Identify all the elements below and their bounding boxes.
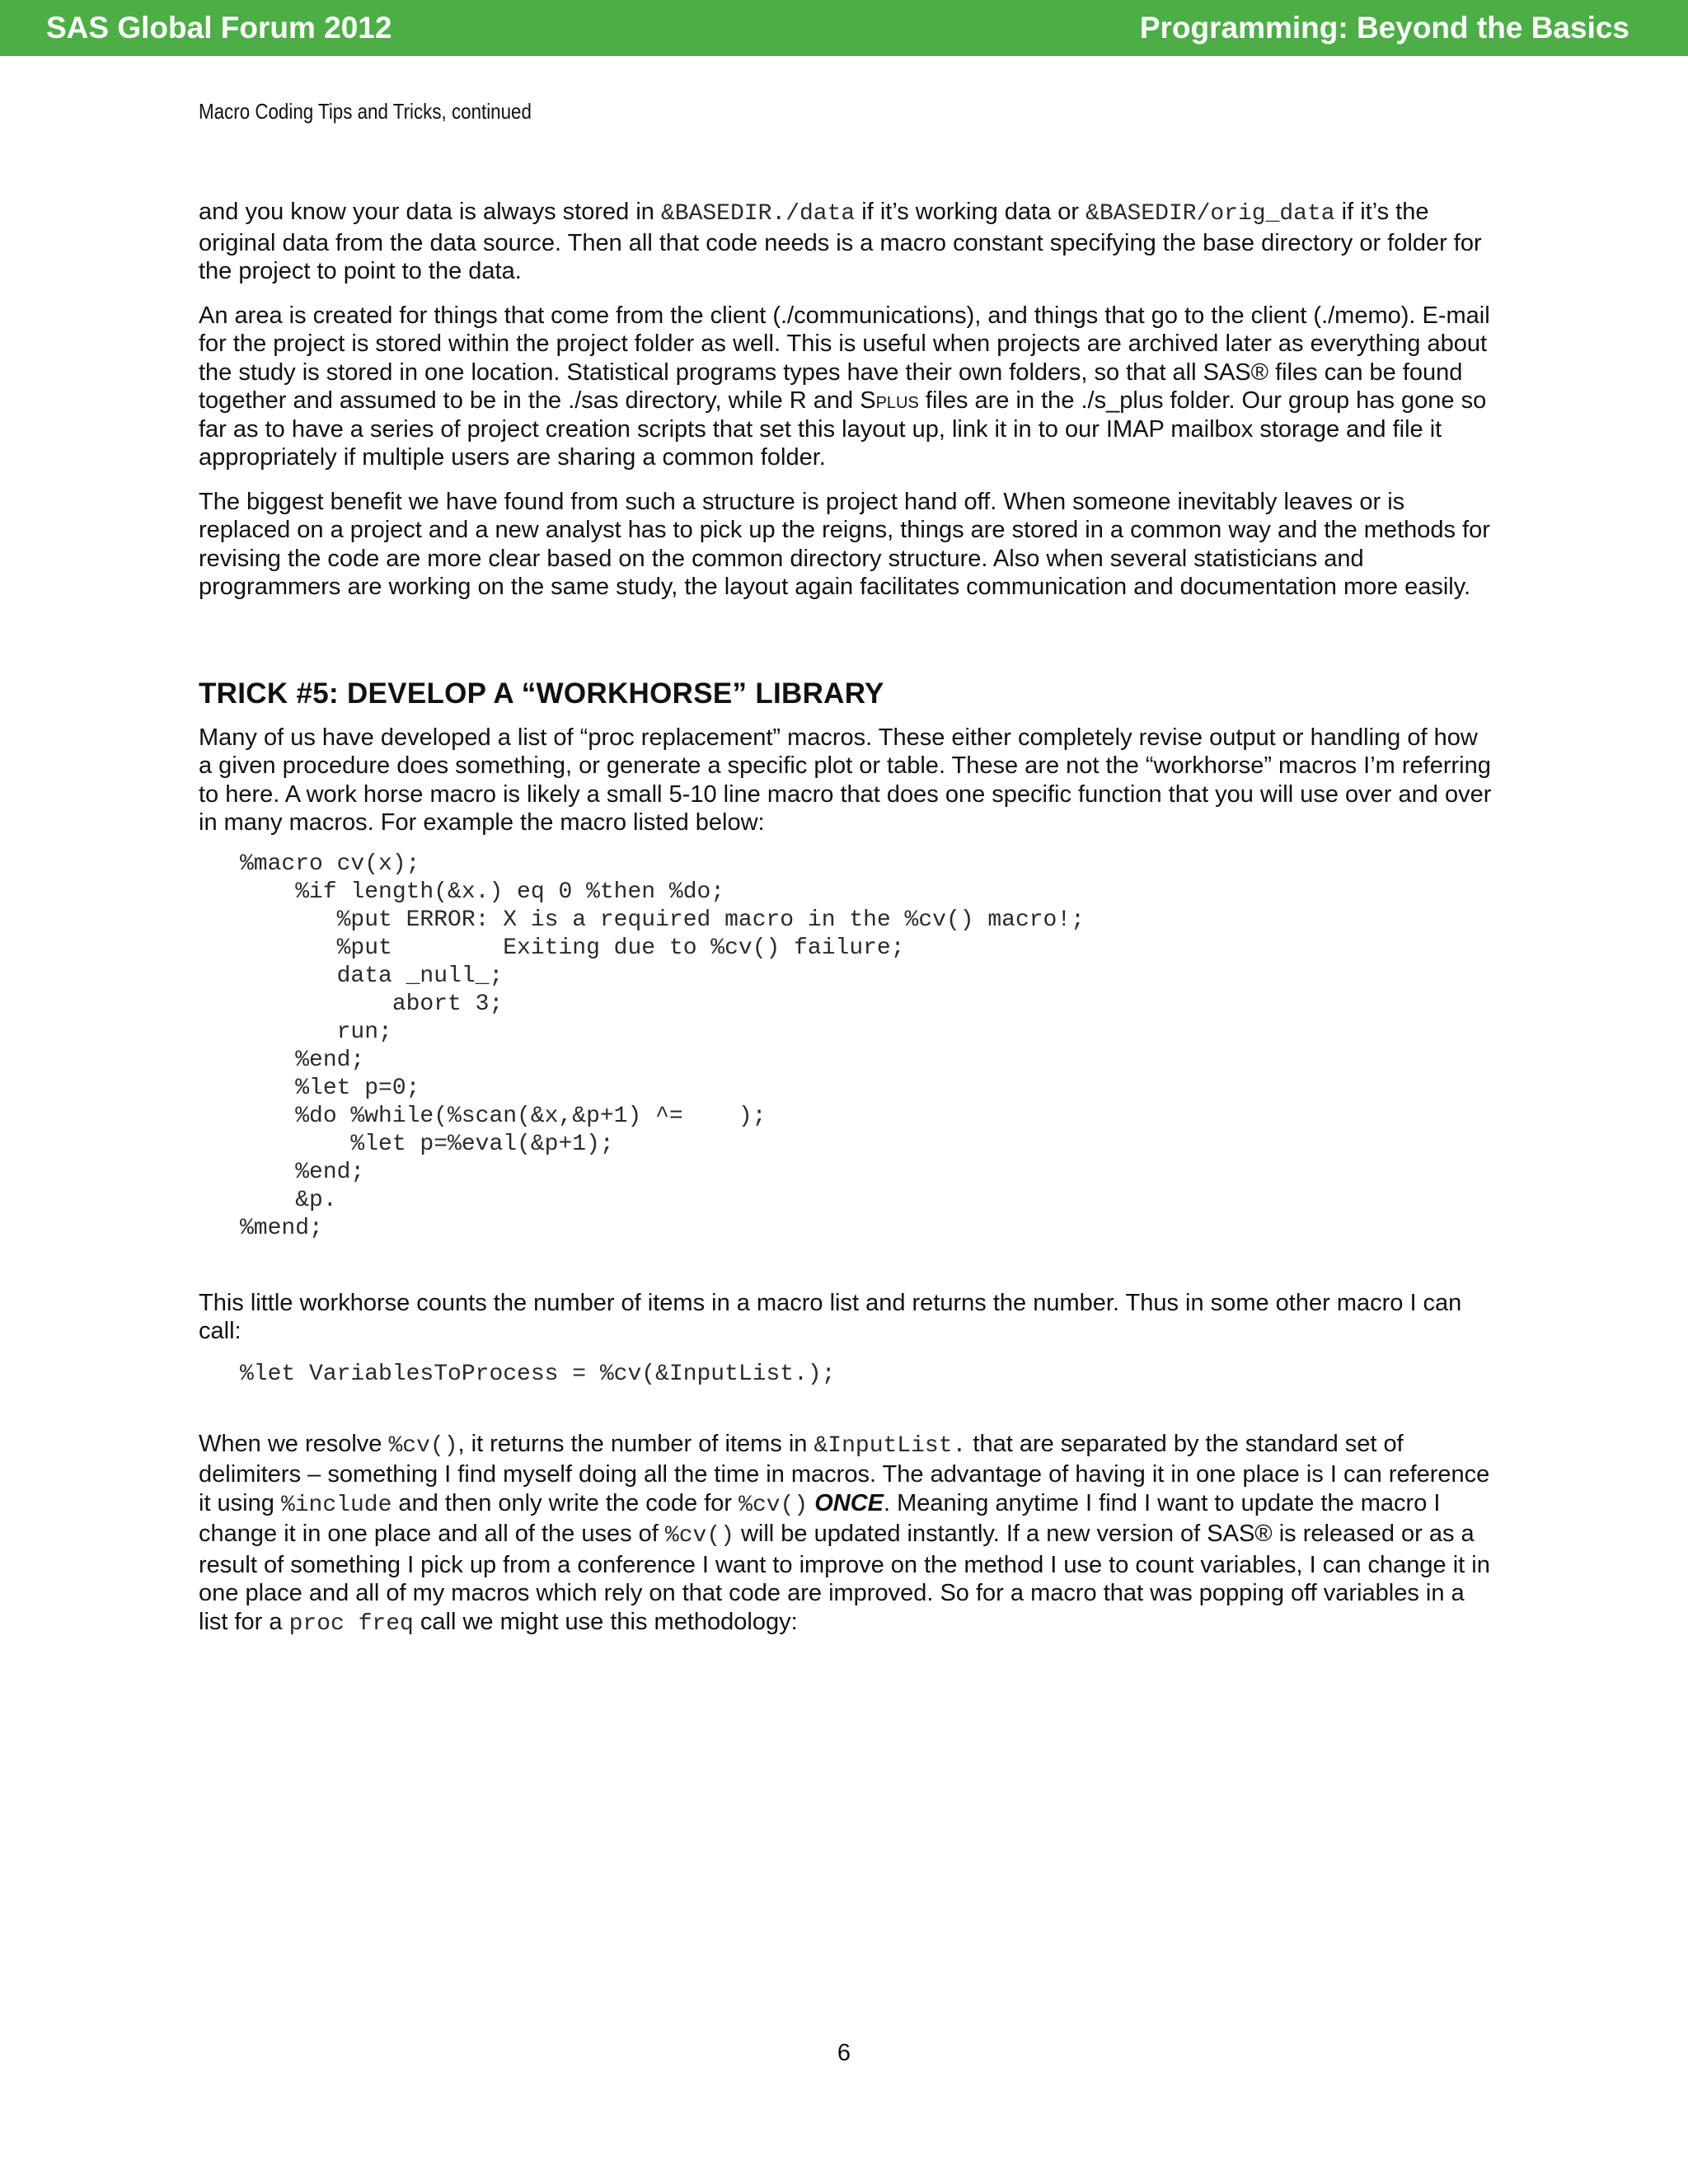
page-content — [199, 198, 1493, 1638]
inline-code: %cv() — [388, 1432, 458, 1459]
inline-code: %cv() — [738, 1492, 809, 1518]
inline-code: &BASEDIR./data — [660, 201, 856, 227]
paragraph-basedir: and you know your data is always stored in &BASEDIR./data if it’s working data or &BASEDIR/orig_data if it’s the original data from the data source. Then all that code needs is a macro constant specifying the base directory or folder for the project to point to the data. — [199, 199, 1482, 284]
inline-code: %cv() — [664, 1523, 734, 1549]
paragraph-folders: An area is created for things that come from the client (./communications), and things that go to the client (./memo). E-mail for the project is stored within the project folder as well. This is useful when projects are archived later as everything about the study is stored in one location. Statistical programs types have their own folders, so that all SAS® files can be found together and assumed to be in the ./sas directory, while R and Splus files are in the ./s_plus folder. Our group has gone so far as to have a series of project creation scripts that set this layout up, link it in to our IMAP mailbox storage and file it appropriately if multiple users are sharing a common folder. — [199, 302, 1490, 471]
page-number: 6 — [837, 2040, 851, 2066]
paragraph-workhorse-counts: This little workhorse counts the number of items in a macro list and returns the number. Thus in some other macro I can call: — [199, 1289, 1462, 1344]
header-banner — [0, 0, 1688, 56]
running-head: Macro Coding Tips and Tricks, continued — [199, 99, 532, 124]
inline-code: &InputList. — [814, 1432, 967, 1459]
code-block-cv-macro: %macro cv(x); %if length(&x.) eq 0 %then %do; %put ERROR: X is a required macro in the %cv() macro!; %put Exiting due to %cv() failure; data _null_; abort 3; run; %end; %let p=0; %do %while(%scan(&x,&p+1) ^= ); %let p=%eval(&p+1); %end; &p. %mend; — [240, 851, 1085, 1241]
section-heading: TRICK #5: DEVELOP A “WORKHORSE” LIBRARY — [199, 677, 884, 710]
paragraph-workhorse-intro: Many of us have developed a list of “proc replacement” macros. These either completely revise output or handling of how a given procedure does something, or generate a specific plot or table. These are not the “workhorse” macros I’m referring to here. A work horse macro is likely a small 5-10 line macro that does one specific function that you will use over and over in many macros. For example the macro listed below: — [199, 724, 1492, 836]
conference-name: SAS Global Forum 2012 — [46, 11, 392, 45]
paragraph-handoff: The biggest benefit we have found from such a structure is project hand off. When someone inevitably leaves or is replaced on a project and a new analyst has to pick up the reigns, things are stored in a common way and the methods for revising the code are more clear based on the common directory structure. Also when several statisticians and programmers are working on the same study, the layout again facilitates communication and documentation more easily. — [199, 488, 1490, 600]
inline-code: proc freq — [288, 1610, 414, 1637]
inline-code: &BASEDIR/orig_data — [1085, 201, 1335, 227]
paragraph-resolve-cv: When we resolve %cv(), it returns the number of items in &InputList. that are separated by the standard set of delimiters – something I find myself doing all the time in macros. The advantage of having it in one place is I can reference it using %include and then only write the code for %cv() ONCE. Meaning anytime I find I want to update the macro I change it in one place and all of the uses of %cv() will be updated instantly. If a new version of SAS® is released or as a result of something I pick up from a conference I want to improve on the method I use to count variables, I can change it in one place and all of my macros which rely on that code are improved. So for a macro that was popping off variables in a list for a proc freq call we might use this methodology: — [199, 1430, 1490, 1637]
section-name: Programming: Beyond the Basics — [1139, 11, 1629, 45]
emphasis-once: ONCE — [814, 1489, 884, 1516]
inline-code: %include — [280, 1492, 392, 1518]
code-block-cv-call: %let VariablesToProcess = %cv(&InputList.); — [240, 1361, 836, 1387]
splus-name: Splus — [860, 387, 919, 414]
